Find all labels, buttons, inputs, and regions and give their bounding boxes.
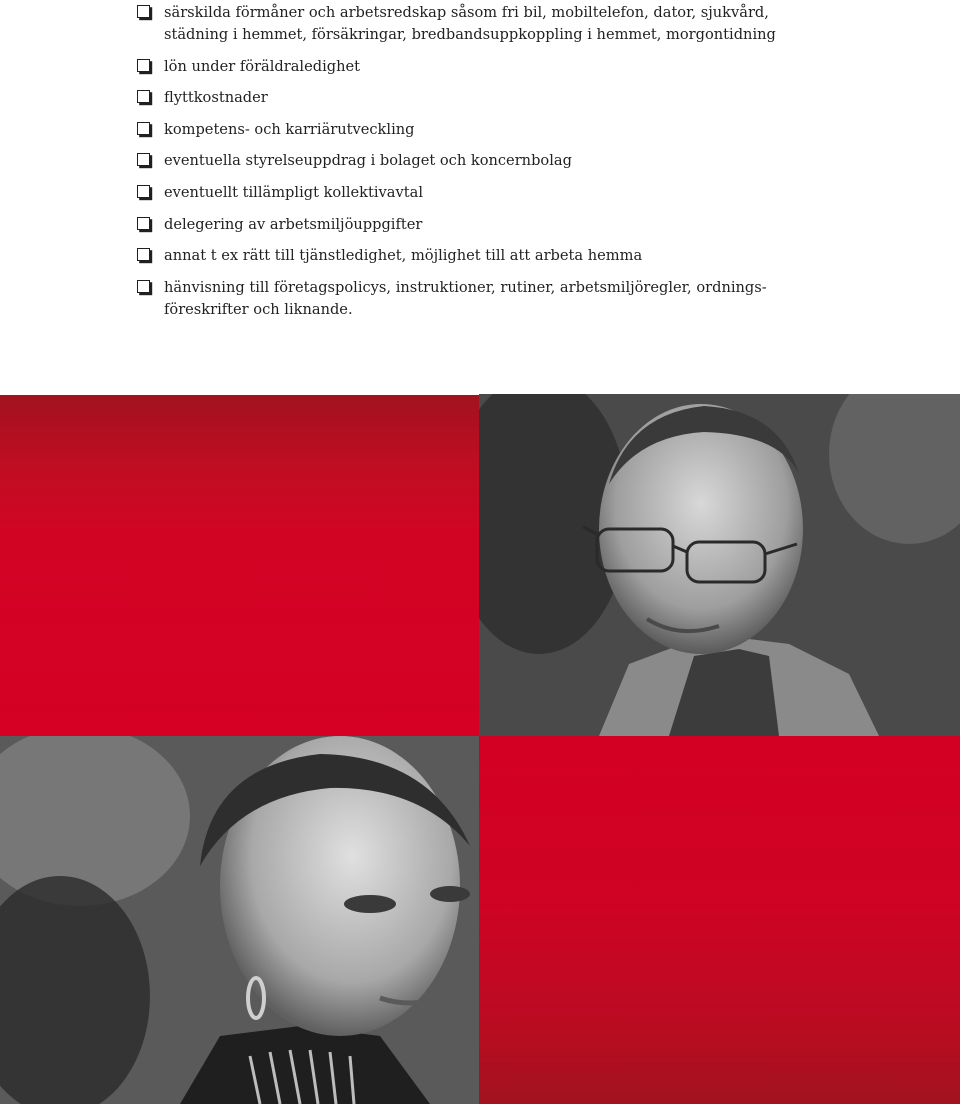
checklist-item	[136, 214, 936, 236]
red-panel-bottom-right	[479, 736, 960, 1104]
checklist-item-line: lön under föräldraledighet	[164, 57, 360, 75]
checkbox-icon	[137, 280, 150, 293]
checklist-item	[136, 56, 936, 78]
checklist-item	[136, 245, 936, 267]
checklist-item	[136, 182, 936, 204]
checkbox-icon	[137, 153, 150, 166]
checkbox-icon	[137, 59, 150, 72]
checkbox-icon	[137, 90, 150, 103]
red-panel-top-left	[0, 395, 479, 736]
portrait-photo-icon	[479, 394, 960, 736]
checklist-item-line: hänvisning till företagspolicys, instruktioner, rutiner, arbetsmiljöregler, ordnings-	[164, 278, 767, 296]
checklist	[136, 2, 936, 330]
checklist-item	[136, 150, 936, 172]
checkbox-icon	[137, 217, 150, 230]
checklist-item-line: flyttkostnader	[164, 89, 268, 107]
checklist-item	[136, 2, 936, 46]
portrait-man-photo	[479, 394, 960, 736]
checklist-item-line: delegering av arbetsmiljöuppgifter	[164, 215, 423, 233]
checklist-item-line: särskilda förmåner och arbetsredskap såsom fri bil, mobiltelefon, dator, sjukvård,	[164, 4, 769, 21]
checklist-item-line: kompetens- och karriärutveckling	[164, 120, 415, 138]
checklist-item-line: eventuellt tillämpligt kollektivavtal	[164, 183, 423, 201]
checklist-item-line: annat t ex rätt till tjänstledighet, möjlighet till att arbeta hemma	[164, 247, 643, 265]
checklist-item-line: eventuella styrelseuppdrag i bolaget och koncernbolag	[164, 152, 572, 170]
checkbox-icon	[137, 5, 150, 18]
portrait-photo-icon	[0, 736, 479, 1104]
portrait-woman-photo	[0, 736, 479, 1104]
checklist-item-line: föreskrifter och liknande.	[164, 300, 353, 318]
checklist-item	[136, 87, 936, 109]
checklist-item	[136, 277, 936, 321]
checkbox-icon	[137, 248, 150, 261]
checklist-item	[136, 119, 936, 141]
checklist-item-line: städning i hemmet, försäkringar, bredbandsuppkoppling i hemmet, morgontidning	[164, 26, 776, 43]
checkbox-icon	[137, 122, 150, 135]
checkbox-icon	[137, 185, 150, 198]
